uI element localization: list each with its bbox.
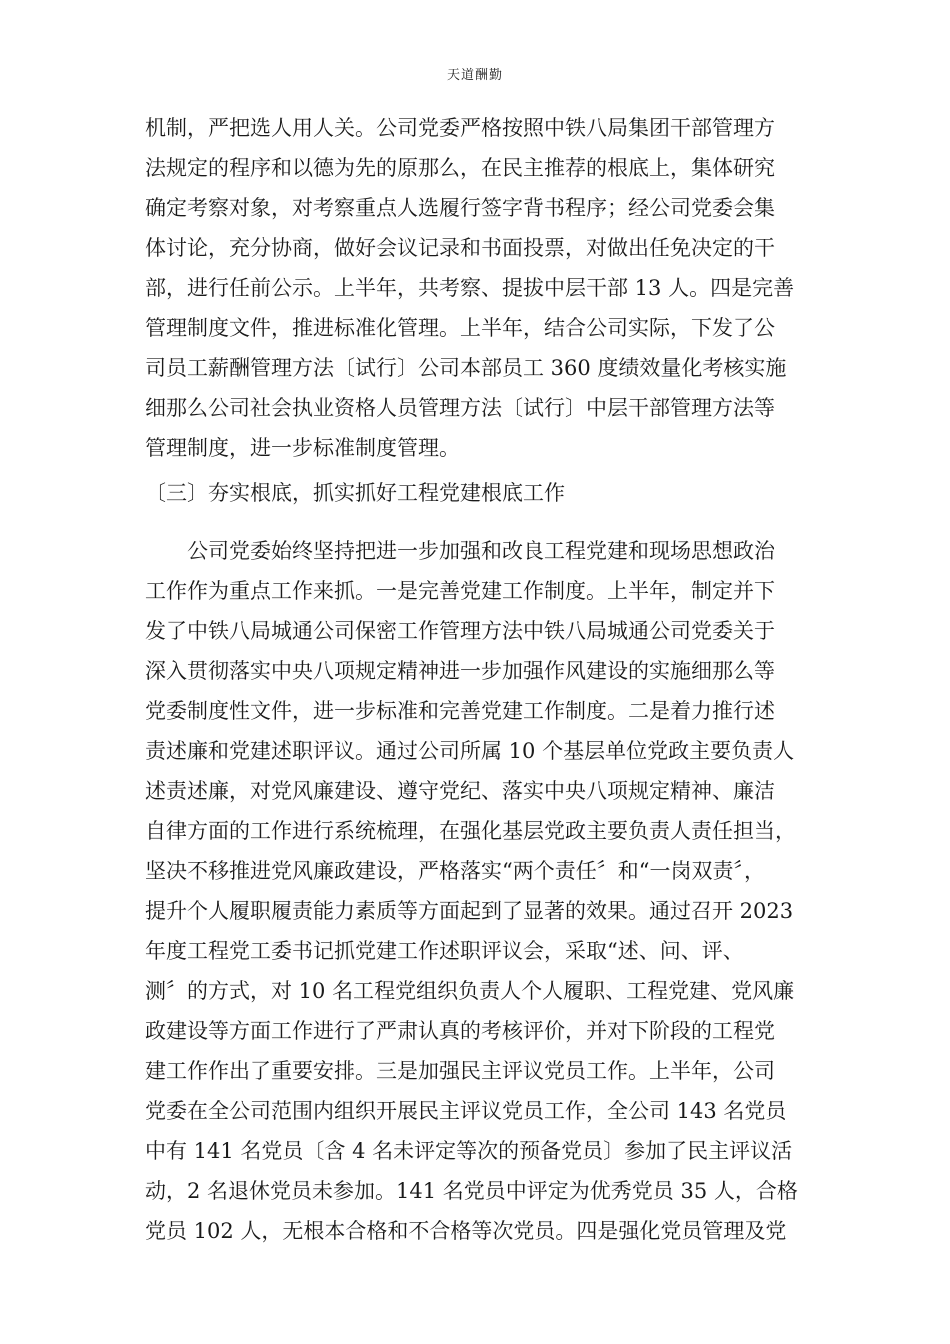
text-line: 深入贯彻落实中央八项规定精神进一步加强作风建设的实施细那么等 (145, 659, 775, 683)
text-line: 坚决不移推进党风廉政建设，严格落实“两个责任〞和“一岗双责〞， (145, 859, 765, 883)
paragraph-party-building (145, 531, 805, 1251)
text-line: 部，进行任前公示。上半年，共考察、提拔中层干部 13 人。四是完善 (145, 276, 795, 300)
text-line: 中有 141 名党员〔含 4 名未评定等次的预备党员〕参加了民主评议活 (145, 1139, 793, 1163)
text-line: 机制，严把选人用人关。公司党委严格按照中铁八局集团干部管理方 (145, 116, 775, 140)
text-line: 动，2 名退休党员未参加。141 名党员中评定为优秀党员 35 人，合格 (145, 1179, 798, 1203)
text-line: 工作作为重点工作来抓。一是完善党建工作制度。上半年，制定并下 (145, 579, 775, 603)
text-line: 细那么公司社会执业资格人员管理方法〔试行〕中层干部管理方法等 (145, 396, 775, 420)
section-heading-text: 〔三〕夯实根底，抓实抓好工程党建根底工作 (145, 481, 565, 505)
text-line: 确定考察对象，对考察重点人选履行签字背书程序；经公司党委会集 (145, 196, 775, 220)
text-line: 责述廉和党建述职评议。通过公司所属 10 个基层单位党政主要负责人 (145, 739, 795, 763)
text-line: 测〞的方式，对 10 名工程党组织负责人个人履职、工程党建、党风廉 (145, 979, 795, 1003)
text-line: 政建设等方面工作进行了严肃认真的考核评价，并对下阶段的工程党 (145, 1019, 775, 1043)
text-line: 体讨论，充分协商，做好会议记录和书面投票，对做出任免决定的干 (145, 236, 775, 260)
paragraph-cadre-management (145, 108, 805, 468)
text-line: 司员工薪酬管理方法〔试行〕公司本部员工 360 度绩效量化考核实施 (145, 356, 787, 380)
text-line: 发了中铁八局城通公司保密工作管理方法中铁八局城通公司党委关于 (145, 619, 775, 643)
text-line: 自律方面的工作进行系统梳理，在强化基层党政主要负责人责任担当， (145, 819, 796, 843)
text-line: 法规定的程序和以德为先的原那么，在民主推荐的根底上，集体研究 (145, 156, 775, 180)
text-line: 管理制度文件，推进标准化管理。上半年，结合公司实际，下发了公 (145, 316, 775, 340)
text-line: 党委在全公司范围内组织开展民主评议党员工作，全公司 143 名党员 (145, 1099, 787, 1123)
text-line: 管理制度，进一步标准制度管理。 (145, 436, 460, 460)
text-line: 党委制度性文件，进一步标准和完善党建工作制度。二是着力推行述 (145, 699, 775, 723)
text-line: 公司党委始终坚持把进一步加强和改良工程党建和现场思想政治 (145, 539, 775, 563)
page-header: 天道酬勤 (446, 68, 503, 83)
text-line: 建工作作出了重要安排。三是加强民主评议党员工作。上半年，公司 (145, 1059, 775, 1083)
text-line: 党员 102 人，无根本合格和不合格等次党员。四是强化党员管理及党 (145, 1219, 787, 1243)
text-line: 述责述廉，对党风廉建设、遵守党纪、落实中央八项规定精神、廉洁 (145, 779, 775, 803)
text-line: 提升个人履职履责能力素质等方面起到了显著的效果。通过召开 2023 (145, 899, 794, 923)
section-heading (145, 473, 805, 513)
text-line: 年度工程党工委书记抓党建工作述职评议会，采取“述、问、评、 (145, 939, 744, 963)
